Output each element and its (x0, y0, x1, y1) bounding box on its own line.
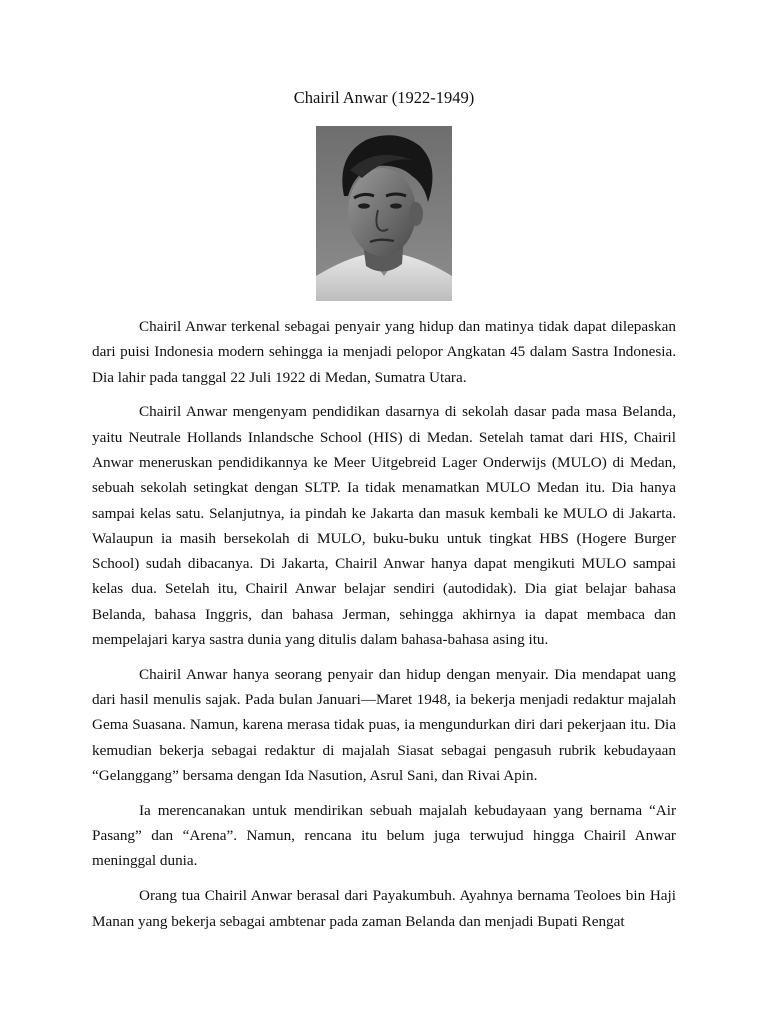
paragraph: Chairil Anwar mengenyam pendidikan dasarnya di sekolah dasar pada masa Belanda, yaitu Neutrale Hollands Inlandsche School (HIS) di Medan. Setelah tamat dari HIS, Chairil Anwar meneruskan pendidikannya ke Meer Uitgebreid Lager Onderwijs (MULO) di Medan, sebuah sekolah setingkat dengan SLTP. Ia tidak menamatkan MULO Medan itu. Dia hanya sampai kelas satu. Selanjutnya, ia pindah ke Jakarta dan masuk kembali ke MULO di Jakarta. Walaupun ia masih bersekolah di MULO, buku-buku untuk tingkat HBS (Hogere Burger School) sudah dibacanya. Di Jakarta, Chairil Anwar hanya dapat mengikuti MULO sampai kelas dua. Setelah itu, Chairil Anwar belajar sendiri (autodidak). Dia giat belajar bahasa Belanda, bahasa Inggris, dan bahasa Jerman, sehingga akhirnya ia dapat membaca dan mempelajari karya sastra dunia yang ditulis dalam bahasa-bahasa asing itu. (92, 403, 676, 649)
paragraph: Orang tua Chairil Anwar berasal dari Payakumbuh. Ayahnya bernama Teoloes bin Haji Manan yang bekerja sebagai ambtenar pada zaman Belanda dan menjadi Bupati Rengat (92, 887, 676, 930)
portrait-photo (316, 126, 452, 301)
paragraph: Chairil Anwar hanya seorang penyair dan hidup dengan menyair. Dia mendapat uang dari hasil menulis sajak. Pada bulan Januari—Maret 1948, ia bekerja menjadi redaktur majalah Gema Suasana. Namun, karena merasa tidak puas, ia mengundurkan diri dari pekerjaan itu. Dia kemudian bekerja sebagai redaktur di majalah Siasat sebagai pengasuh rubrik kebudayaan “Gelanggang” bersama dengan Ida Nasution, Asrul Sani, dan Rivai Apin. (92, 665, 676, 785)
page-title: Chairil Anwar (1922-1949) (293, 88, 475, 107)
article-body (92, 314, 676, 943)
paragraph: Ia merencanakan untuk mendirikan sebuah majalah kebudayaan yang bernama “Air Pasang” dan “Arena”. Namun, rencana itu belum juga terwujud hingga Chairil Anwar meninggal dunia. (92, 801, 676, 870)
paragraph: Chairil Anwar terkenal sebagai penyair yang hidup dan matinya tidak dapat dilepaskan dari puisi Indonesia modern sehingga ia menjadi pelopor Angkatan 45 dalam Sastra Indonesia. Dia lahir pada tanggal 22 Juli 1922 di Medan, Sumatra Utara. (92, 318, 676, 386)
